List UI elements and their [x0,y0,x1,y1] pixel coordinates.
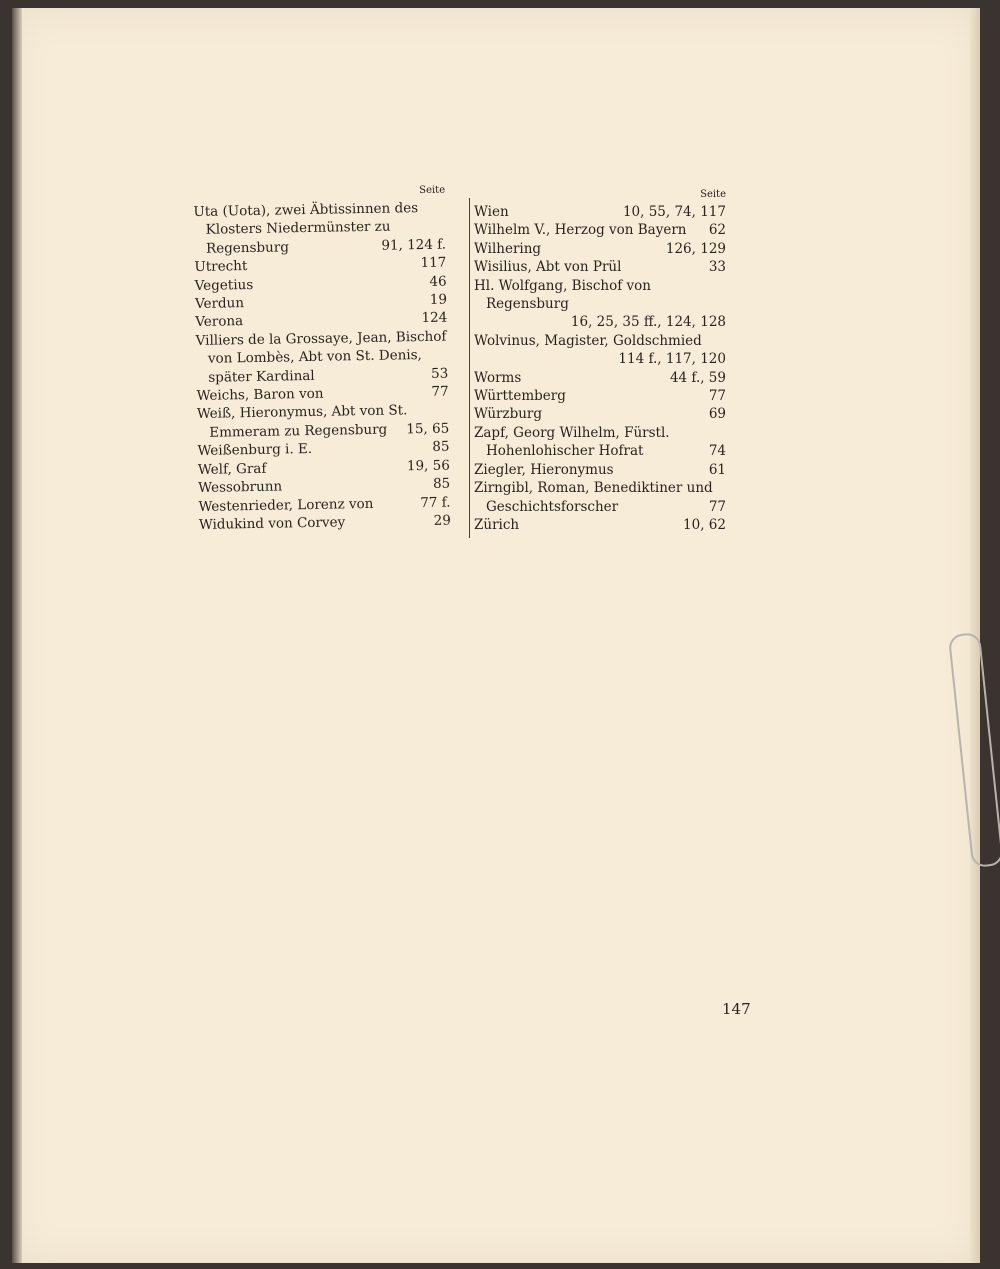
entry-pages: 16, 25, 35 ff., 124, 128 [570,314,726,331]
entry-pages: 74 [708,443,726,460]
entry-name: Würzburg [474,406,543,423]
index-entry [474,405,726,423]
entry-pages: 19, 56 [406,457,451,474]
entry-name: Uta (Uota), zwei Äbtissinnen des Klosters Niedermünster zu Regensburg [193,200,419,257]
index-column-right [474,188,726,534]
index-entry [474,424,726,461]
column-header: Seite [700,189,726,200]
entry-pages: 44 f., 59 [669,369,726,386]
entry-pages: 61 [708,461,726,478]
index-entry [474,332,726,369]
entry-name: Wessobrunn [198,478,283,497]
entry-pages: 77 [708,498,726,515]
entry-name: Württemberg [474,388,566,405]
entry-name: Welf, Graf [197,460,267,478]
entry-pages: 77 f. [420,494,451,511]
entry-pages: 19 [429,291,448,308]
index-entry [193,199,446,259]
entry-name: Zapf, Georg Wilhelm, Fürstl. Hohenlohischer Hofrat [474,424,670,460]
entry-pages: 77 [708,388,726,405]
entry-name: Worms [474,369,522,386]
entry-name: Wilhering [474,240,542,257]
entry-pages: 117 [420,254,447,272]
entry-pages: 126, 129 [665,240,726,257]
index-entry [474,516,726,534]
index-entry [474,387,726,405]
index-entry [474,479,726,516]
entry-pages: 29 [433,512,451,529]
entry-name: Wisilius, Abt von Prül [474,259,622,276]
entry-name: Wien [474,204,509,220]
entry-pages: 15, 65 [406,420,450,438]
entry-name: Verdun [194,295,245,313]
entry-pages: 33 [708,259,726,276]
entry-name: Weichs, Baron von [196,385,324,405]
entry-pages: 77 [431,383,449,400]
index-entries-right [474,203,726,534]
entry-pages: 91, 124 f. [381,236,447,254]
index-entry [196,327,449,387]
entry-pages: 53 [430,365,449,382]
index-entry [474,203,726,221]
index-entry [474,240,726,258]
entry-name: Zürich [474,516,520,533]
index-entry [474,221,726,239]
entry-pages: 114 f., 117, 120 [618,351,726,368]
paper-clip [948,632,1000,868]
entry-name: Ziegler, Hieronymus [474,461,614,478]
entry-name: Verona [195,313,244,331]
entry-name: Vegetius [194,276,254,294]
entry-name: Wilhelm V., Herzog von Bayern [474,222,687,239]
entry-pages: 10, 62 [683,516,726,533]
index-entry [197,401,450,442]
entry-name: Westenrieder, Lorenz von [198,495,374,515]
entry-pages: 10, 55, 74, 117 [622,204,726,220]
book-spine [12,8,22,1263]
entry-pages: 62 [708,222,726,239]
entry-name: Utrecht [194,258,248,276]
index-entries-left [193,199,451,535]
index-entry [474,461,726,479]
entry-name: Zirngibl, Roman, Benediktiner und Geschichtsforscher [474,480,713,515]
entry-name: Widukind von Corvey [198,514,346,533]
index-column-left [193,184,451,535]
entry-name: Weiß, Hieronymus, Abt von St. Emmeram zu Regensburg [196,402,408,441]
entry-pages: 85 [432,438,450,456]
index-entry [474,369,726,387]
entry-pages: 124 [421,310,448,327]
column-header: Seite [419,184,446,197]
entry-name: Wolvinus, Magister, Goldschmied [474,332,702,349]
column-divider [469,198,470,538]
entry-name: Weißenburg i. E. [197,441,313,460]
entry-pages: 85 [432,475,451,492]
entry-pages: 46 [429,273,447,290]
entry-name: Hl. Wolfgang, Bischof von Regensburg [474,277,651,313]
entry-pages: 69 [708,406,726,423]
page-number: 147 [722,1000,751,1018]
index-entry [474,277,726,332]
index-entry [474,258,726,276]
entry-name: Villiers de la Grossaye, Jean, Bischof von Lombès, Abt von St. Denis, später Kardinal [195,328,447,386]
